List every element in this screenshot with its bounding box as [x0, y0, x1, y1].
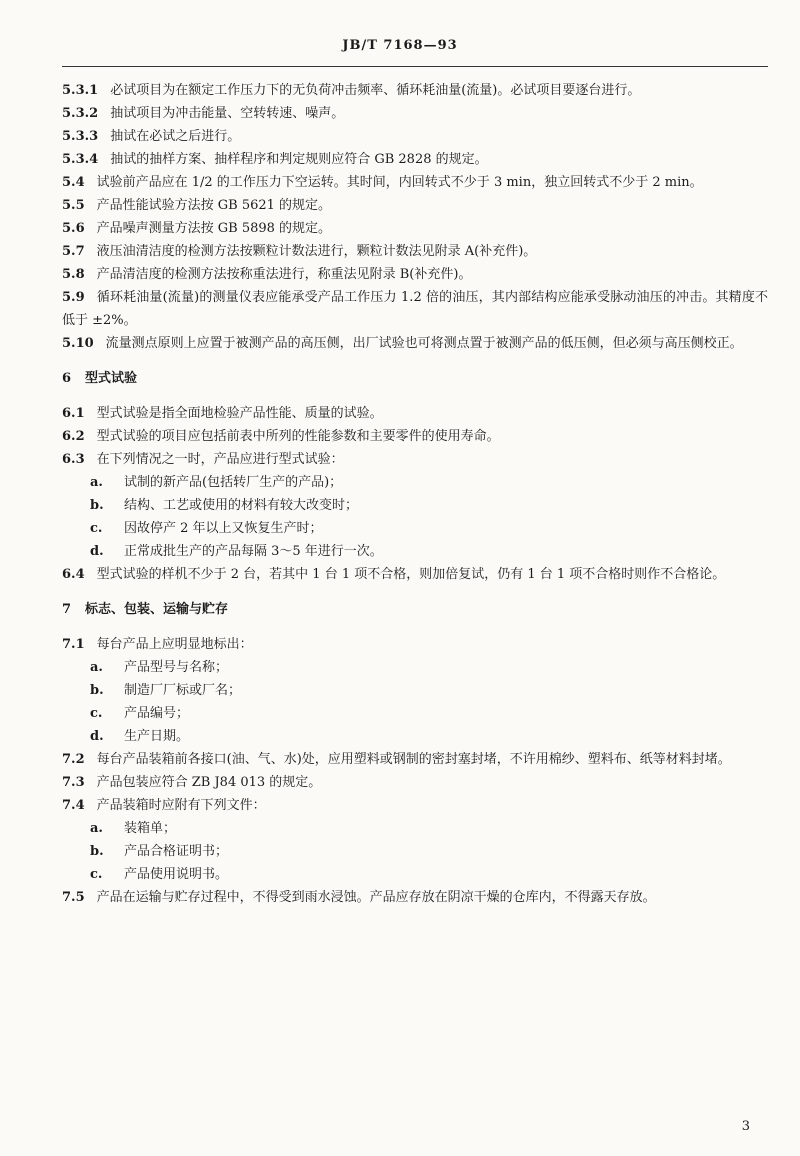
list-text: 产品编号；	[124, 706, 190, 721]
clause-7-3	[62, 771, 768, 794]
list-item	[62, 540, 768, 563]
clause-5-3-2	[62, 102, 768, 125]
clause-5-7	[62, 240, 768, 263]
list-letter: a.	[90, 660, 103, 675]
clause-text: 液压油清洁度的检测方法按颗粒计数法进行，颗粒计数法见附录 A(补充件)。	[96, 244, 537, 259]
clause-text: 型式试验的样机不少于 2 台，若其中 1 台 1 项不合格，则加倍复试，仍有 1 台 1 项不合格时则作不合格论。	[96, 567, 726, 582]
clause-6-1	[62, 402, 768, 425]
clause-number: 6.3	[62, 452, 85, 467]
list-text: 正常成批生产的产品每隔 3～5 年进行一次。	[124, 544, 383, 559]
list-text: 产品使用说明书。	[124, 867, 229, 882]
clause-6-4	[62, 563, 768, 586]
list-text: 因故停产 2 年以上又恢复生产时；	[124, 521, 323, 536]
clause-number: 5.3.4	[62, 152, 99, 167]
section-heading-6	[62, 367, 768, 390]
list-item	[62, 863, 768, 886]
list-item	[62, 840, 768, 863]
list-letter: a.	[90, 821, 103, 836]
section-title: 型式试验	[85, 371, 138, 386]
list-item	[62, 817, 768, 840]
list-letter: d.	[90, 544, 104, 559]
clause-text: 抽试的抽样方案、抽样程序和判定规则应符合 GB 2828 的规定。	[110, 152, 488, 167]
clause-5-10	[62, 332, 768, 355]
header-rule	[62, 66, 768, 67]
clause-6-3	[62, 448, 768, 471]
clause-number: 5.10	[62, 336, 94, 351]
section-title: 标志、包装、运输与贮存	[85, 602, 229, 617]
clause-5-6	[62, 217, 768, 240]
clause-text: 型式试验的项目应包括前表中所列的性能参数和主要零件的使用寿命。	[96, 429, 500, 444]
section-number: 7	[62, 602, 72, 617]
clause-5-3-1	[62, 79, 768, 102]
clause-6-2	[62, 425, 768, 448]
list-item	[62, 517, 768, 540]
list-text: 结构、工艺或使用的材料有较大改变时；	[124, 498, 359, 513]
list-letter: c.	[90, 867, 103, 882]
clause-number: 6.2	[62, 429, 85, 444]
clause-5-9	[62, 286, 768, 332]
section-heading-7	[62, 598, 768, 621]
clause-text: 在下列情况之一时，产品应进行型式试验：	[96, 452, 344, 467]
clause-number: 5.3.3	[62, 129, 99, 144]
list-text: 试制的新产品(包括转厂生产的产品)；	[124, 475, 343, 490]
clause-7-1	[62, 633, 768, 656]
clause-text: 抽试项目为冲击能量、空转转速、噪声。	[110, 106, 345, 121]
list-letter: c.	[90, 706, 103, 721]
list-item	[62, 656, 768, 679]
list-letter: d.	[90, 729, 104, 744]
clause-text: 产品包装应符合 ZB J84 013 的规定。	[96, 775, 322, 790]
clause-number: 5.3.1	[62, 83, 99, 98]
clause-number: 7.2	[62, 752, 85, 767]
list-letter: b.	[90, 844, 104, 859]
clause-text: 每台产品装箱前各接口(油、气、水)处，应用塑料或钢制的密封塞封堵，不许用棉纱、塑料布、纸等材料封堵。	[96, 752, 731, 767]
clause-text: 循环耗油量(流量)的测量仪表应能承受产品工作压力 1.2 倍的油压，其内部结构应能承受脉动油压的冲击。其精度不低于 ±2%。	[62, 290, 768, 328]
clause-text: 产品性能试验方法按 GB 5621 的规定。	[96, 198, 332, 213]
clause-5-8	[62, 263, 768, 286]
list-item	[62, 702, 768, 725]
clause-number: 5.4	[62, 175, 85, 190]
clause-5-3-3	[62, 125, 768, 148]
list-text: 产品合格证明书；	[124, 844, 229, 859]
list-item	[62, 471, 768, 494]
clause-text: 产品在运输与贮存过程中，不得受到雨水浸蚀。产品应存放在阴凉干燥的仓库内，不得露天存放。	[96, 890, 656, 905]
list-text: 产品型号与名称；	[124, 660, 229, 675]
clause-text: 流量测点原则上应置于被测产品的高压侧，出厂试验也可将测点置于被测产品的低压侧，但必须与高压侧校正。	[105, 336, 743, 351]
clause-5-3-4	[62, 148, 768, 171]
clause-number: 5.7	[62, 244, 85, 259]
clause-5-5	[62, 194, 768, 217]
clause-number: 7.1	[62, 637, 85, 652]
list-letter: c.	[90, 521, 103, 536]
clause-number: 7.4	[62, 798, 85, 813]
clause-number: 5.9	[62, 290, 85, 305]
list-letter: b.	[90, 498, 104, 513]
clause-text: 抽试在必试之后进行。	[110, 129, 241, 144]
list-text: 生产日期。	[124, 729, 190, 744]
clause-7-5	[62, 886, 768, 909]
clause-text: 产品噪声测量方法按 GB 5898 的规定。	[96, 221, 332, 236]
document-body	[62, 79, 768, 909]
standard-header: JB/T 7168—93	[342, 38, 458, 53]
list-item	[62, 725, 768, 748]
clause-number: 7.3	[62, 775, 85, 790]
clause-5-4	[62, 171, 768, 194]
list-text: 制造厂厂标或厂名；	[124, 683, 242, 698]
list-item	[62, 679, 768, 702]
clause-number: 6.4	[62, 567, 85, 582]
clause-number: 6.1	[62, 406, 85, 421]
list-item	[62, 494, 768, 517]
clause-text: 产品清洁度的检测方法按称重法进行，称重法见附录 B(补充件)。	[96, 267, 472, 282]
clause-number: 7.5	[62, 890, 85, 905]
clause-text: 型式试验是指全面地检验产品性能、质量的试验。	[96, 406, 383, 421]
clause-text: 试验前产品应在 1/2 的工作压力下空运转。其时间，内回转式不少于 3 min，独立回转式不少于 2 min。	[96, 175, 703, 190]
list-letter: b.	[90, 683, 104, 698]
clause-number: 5.8	[62, 267, 85, 282]
section-number: 6	[62, 371, 72, 386]
clause-text: 产品装箱时应附有下列文件：	[96, 798, 266, 813]
page-number: 3	[741, 1119, 750, 1134]
list-letter: a.	[90, 475, 103, 490]
clause-text: 必试项目为在额定工作压力下的无负荷冲击频率、循环耗油量(流量)。必试项目要逐台进行。	[110, 83, 641, 98]
clause-number: 5.6	[62, 221, 85, 236]
list-text: 装箱单；	[124, 821, 177, 836]
clause-text: 每台产品上应明显地标出：	[96, 637, 253, 652]
clause-7-4	[62, 794, 768, 817]
clause-number: 5.5	[62, 198, 85, 213]
clause-7-2	[62, 748, 768, 771]
clause-number: 5.3.2	[62, 106, 99, 121]
